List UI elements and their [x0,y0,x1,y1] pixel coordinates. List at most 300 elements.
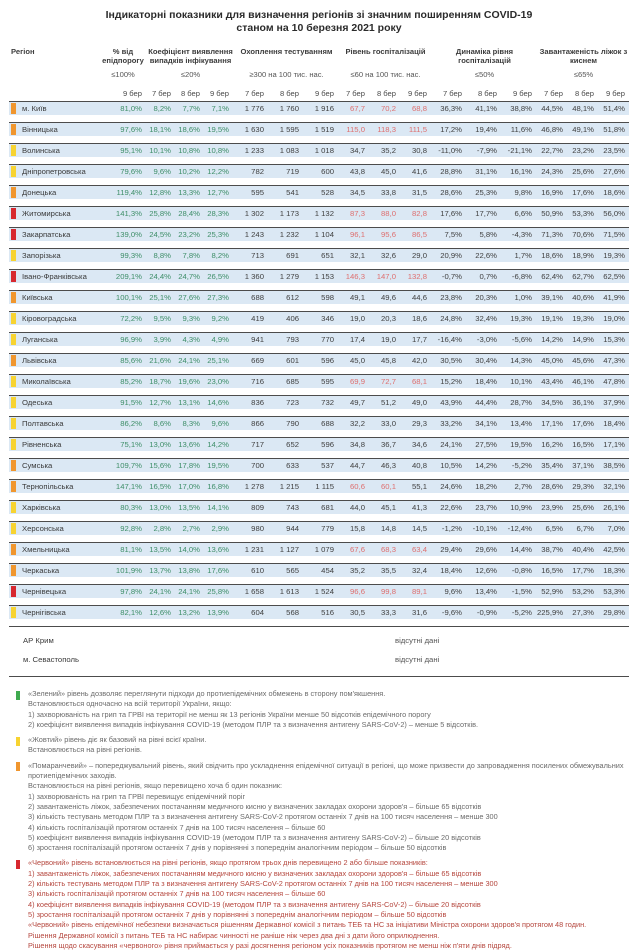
table-row [9,437,629,451]
epid-percent-value: 97,8% [120,587,142,596]
oxygen-bed-occupancy-value: 50,9% [541,209,563,218]
red-level-marker-icon [16,860,20,869]
detection-rate-value: 8,2% [211,251,229,260]
orange-level-marker-icon [16,762,20,771]
hospitalization-dynamics-value: 29,4% [440,545,462,554]
legend-line: «Червоний» рівень епідемічної небезпеки визначається рішенням Державної комісії з питань ТЕБ та НС за ініціативи Міністра охорони здоров'я протягом 48 годин. [28,920,587,930]
page-title [9,0,629,35]
hospitalization-dynamics-value: -1,5% [511,587,532,596]
epid-percent-value: 81,0% [120,104,142,113]
level-marker-cell [9,144,21,157]
table-body [9,101,629,619]
red-level-marker-icon [11,586,16,597]
detection-rate-value: 13,8% [178,566,200,575]
hospitalization-dynamics-value: 13,4% [510,419,532,428]
testing-coverage-value: 598 [321,293,334,302]
testing-coverage-value: 700 [251,461,264,470]
region-name: Івано-Франківська [22,272,87,281]
testing-coverage-value: 809 [251,503,264,512]
oxygen-bed-occupancy-value: 38,5% [603,461,625,470]
detection-rate-value: 8,6% [153,419,171,428]
hospitalization-level-value: 45,0 [381,167,396,176]
hospitalization-dynamics-value: 14,3% [510,356,532,365]
epid-percent-value: 209,1% [115,272,142,281]
hospitalization-dynamics-value: 28,6% [440,188,462,197]
legend-line: «Жовтий» рівень діє як базовий на рівні всієї країни. [28,735,207,745]
hospitalization-level-value: 32,6 [381,251,396,260]
hospitalization-dynamics-value: 28,8% [440,167,462,176]
testing-coverage-value: 537 [321,461,334,470]
hospitalization-level-value: 35,2 [350,566,365,575]
region-name: Закарпатська [22,230,71,239]
oxygen-bed-occupancy-value: 23,2% [572,146,594,155]
orange-level-marker-icon [11,544,16,555]
hospitalization-dynamics-value: 20,3% [475,293,497,302]
hospitalization-level-value: 15,8 [350,524,365,533]
testing-coverage-value: 1 613 [279,587,299,596]
hospitalization-level-value: 43,8 [350,167,365,176]
detection-rate-value: 13,5% [149,545,171,554]
hospitalization-dynamics-value: 22,6% [475,251,497,260]
region-name: Запорізька [22,251,61,260]
oxygen-bed-occupancy-value: 40,6% [572,293,594,302]
yellow-level-marker-icon [11,313,16,324]
testing-coverage-value: 1 153 [314,272,334,281]
hospitalization-dynamics-value: -5,2% [511,608,532,617]
testing-coverage-value: 1 132 [314,209,334,218]
epid-percent-value: 96,9% [120,335,142,344]
legend-line: 1) захворюваність на грип та ГРВІ перевищує епідемічний поріг [28,791,246,801]
hospitalization-dynamics-value: 27,5% [475,440,497,449]
region-name: АР Крим [23,636,54,645]
hospitalization-level-value: 45,8 [381,356,396,365]
level-marker-cell [9,585,21,598]
testing-coverage-value: 1 630 [244,125,264,134]
oxygen-bed-occupancy-value: 42,5% [603,545,625,554]
table-row [9,290,629,304]
testing-coverage-value: 1 215 [279,482,299,491]
testing-coverage-value: 1 127 [279,545,299,554]
region-name: Сумська [22,461,53,470]
hospitalization-level-value: 19,0 [381,335,396,344]
testing-coverage-value: 1 018 [314,146,334,155]
yellow-level-marker-icon [11,334,16,345]
level-marker-cell [9,501,21,514]
detection-rate-value: 10,2% [178,167,200,176]
oxygen-bed-occupancy-value: 36,1% [572,398,594,407]
hospitalization-level-value: 55,1 [412,482,427,491]
oxygen-bed-occupancy-value: 16,5% [572,440,594,449]
detection-rate-value: 7,7% [182,104,200,113]
hospitalization-level-value: 99,8 [381,587,396,596]
epid-percent-value: 75,1% [120,440,142,449]
region-name: м. Севастополь [23,655,79,664]
date-label: 7 бер [244,89,264,98]
hospitalization-level-value: 34,6 [412,440,427,449]
testing-coverage-value: 601 [286,356,299,365]
oxygen-bed-occupancy-value: 62,5% [603,272,625,281]
oxygen-bed-occupancy-value: 71,5% [603,230,625,239]
hospitalization-level-value: 68,8 [412,104,427,113]
column-header-threshold: ≤65% [573,70,594,79]
legend-line: 5) коефіцієнт виявлення випадків інфікування COVID-19 (методом ПЛР та з визначення антигену SARS-CoV-2) – більше 20 відсотків [28,832,481,842]
detection-rate-value: 25,3% [207,230,229,239]
oxygen-bed-occupancy-value: 53,3% [572,209,594,218]
epid-percent-value: 99,3% [120,251,142,260]
red-level-marker-icon [11,271,16,282]
column-header-threshold: ≤50% [474,70,495,79]
hospitalization-level-value: 82,8 [412,209,427,218]
hospitalization-level-value: 32,2 [350,419,365,428]
level-marker-cell [9,564,21,577]
epid-percent-value: 100,1% [115,293,142,302]
hospitalization-dynamics-value: -6,8% [511,272,532,281]
date-label: 9 бер [512,89,532,98]
oxygen-bed-occupancy-value: 22,7% [541,146,563,155]
oxygen-bed-occupancy-value: 71,3% [541,230,563,239]
region-name: Житомирська [22,209,71,218]
testing-coverage-value: 743 [286,503,299,512]
oxygen-bed-occupancy-value: 225,9% [537,608,564,617]
yellow-level-marker-icon [11,166,16,177]
hospitalization-level-value: 42,0 [412,356,427,365]
testing-coverage-value: 528 [321,188,334,197]
orange-level-marker-icon [11,187,16,198]
testing-coverage-value: 1 916 [314,104,334,113]
hospitalization-level-value: 36,7 [381,440,396,449]
detection-rate-value: 24,5% [149,230,171,239]
no-data-note: відсутні дані [395,655,440,664]
hospitalization-level-value: 111,5 [408,125,427,134]
hospitalization-dynamics-value: 17,7% [475,209,497,218]
detection-rate-value: 12,8% [149,188,171,197]
hospitalization-dynamics-value: -9,6% [441,608,462,617]
hospitalization-level-value: 88,0 [381,209,396,218]
yellow-level-marker-icon [11,250,16,261]
detection-rate-value: 17,6% [207,566,229,575]
detection-rate-value: 17,0% [178,482,200,491]
oxygen-bed-occupancy-value: 18,6% [541,251,563,260]
hospitalization-level-value: 40,8 [412,461,427,470]
hospitalization-dynamics-value: 30,4% [475,356,497,365]
region-name: Дніпропетровська [22,167,86,176]
region-name: Чернівецька [22,587,67,596]
hospitalization-dynamics-value: -3,0% [476,335,497,344]
detection-rate-value: 13,1% [178,398,200,407]
detection-rate-value: 28,4% [178,209,200,218]
testing-coverage-value: 1 115 [315,482,334,491]
oxygen-bed-occupancy-value: 27,6% [603,167,625,176]
hospitalization-level-value: 49,7 [350,398,365,407]
table-row [9,101,629,115]
detection-rate-value: 14,1% [207,503,229,512]
oxygen-bed-occupancy-value: 23,9% [541,503,563,512]
hospitalization-level-value: 86,5 [412,230,427,239]
epid-percent-value: 86,2% [120,419,142,428]
detection-rate-value: 25,1% [149,293,171,302]
hospitalization-dynamics-value: 10,9% [510,503,532,512]
oxygen-bed-occupancy-value: 53,3% [603,587,625,596]
oxygen-bed-occupancy-value: 47,3% [603,356,625,365]
detection-rate-value: 10,8% [207,146,229,155]
no-data-row [9,632,629,651]
oxygen-bed-occupancy-value: 29,3% [572,482,594,491]
hospitalization-dynamics-value: -1,2% [441,524,462,533]
oxygen-bed-occupancy-value: 47,8% [603,377,625,386]
oxygen-bed-occupancy-value: 51,4% [603,104,625,113]
hospitalization-dynamics-value: 29,6% [475,545,497,554]
table-row [9,269,629,283]
oxygen-bed-occupancy-value: 40,4% [572,545,594,554]
hospitalization-level-value: 34,8 [350,440,365,449]
detection-rate-value: 9,5% [153,314,171,323]
hospitalization-level-value: 30,5 [350,608,365,617]
testing-coverage-value: 596 [321,356,334,365]
testing-coverage-value: 944 [286,524,299,533]
oxygen-bed-occupancy-value: 49,1% [572,125,594,134]
date-label: 9 бер [605,89,625,98]
testing-coverage-value: 1 524 [314,587,334,596]
level-marker-cell [9,165,21,178]
hospitalization-dynamics-value: 11,6% [510,125,532,134]
testing-coverage-value: 1 658 [244,587,264,596]
oxygen-bed-occupancy-value: 53,2% [572,587,594,596]
hospitalization-level-value: 46,3 [381,461,396,470]
table-row [9,563,629,577]
hospitalization-level-value: 32,4 [412,566,427,575]
column-header-threshold: ≤20% [180,70,201,79]
hospitalization-level-value: 35,5 [381,566,396,575]
date-label: 8 бер [180,89,200,98]
oxygen-bed-occupancy-value: 18,3% [603,566,625,575]
detection-rate-value: 27,6% [178,293,200,302]
date-label: 7 бер [151,89,171,98]
hospitalization-dynamics-value: 6,6% [514,209,532,218]
hospitalization-level-value: 14,8 [381,524,396,533]
testing-coverage-value: 419 [251,314,264,323]
oxygen-bed-occupancy-value: 32,1% [603,482,625,491]
oxygen-bed-occupancy-value: 17,1% [541,419,563,428]
testing-coverage-value: 565 [286,566,299,575]
hospitalization-dynamics-value: 31,1% [475,167,497,176]
testing-coverage-value: 716 [251,377,264,386]
testing-coverage-value: 633 [286,461,299,470]
detection-rate-value: 24,1% [178,587,200,596]
detection-rate-value: 24,1% [149,587,171,596]
hospitalization-dynamics-value: -10,1% [472,524,497,533]
level-marker-cell [9,291,21,304]
table-row [9,311,629,325]
hospitalization-dynamics-value: 14,2% [475,461,497,470]
column-header-label: Динаміка рівня госпіталізацій [455,47,514,65]
detection-rate-value: 13,0% [149,503,171,512]
epid-percent-value: 79,6% [120,167,142,176]
testing-coverage-value: 652 [286,440,299,449]
hospitalization-dynamics-value: 22,6% [440,503,462,512]
region-name: Кіровоградська [22,314,77,323]
level-marker-cell [9,207,21,220]
table-row [9,416,629,430]
oxygen-bed-occupancy-value: 62,4% [541,272,563,281]
date-label: 7 бер [543,89,563,98]
column-header-label: Завантаженість ліжок з киснем [539,47,628,65]
hospitalization-dynamics-value: -0,7% [441,272,462,281]
hospitalization-dynamics-value: 7,5% [444,230,462,239]
yellow-level-marker-icon [11,607,16,618]
epid-percent-value: 82,1% [120,608,142,617]
testing-coverage-value: 717 [251,440,264,449]
oxygen-bed-occupancy-value: 51,8% [603,125,625,134]
legend-line: «Зелений» рівень дозволяє переглянути підходи до протиепідемічних обмежень в сторону пом'якшення. [28,689,386,698]
legend-line: 2) коефіцієнт виявлення випадків інфікування COVID-19 (методом ПЛР та з визначення антигену SARS-CoV-2) – менше 5 відсотків. [28,719,479,729]
oxygen-bed-occupancy-value: 37,9% [603,398,625,407]
hospitalization-level-value: 31,5 [412,188,427,197]
hospitalization-level-value: 132,8 [407,272,427,281]
yellow-level-marker-icon [11,418,16,429]
yellow-level-marker-icon [11,439,16,450]
column-header-label: Охоплення тестуванням [240,47,333,56]
no-data-section [9,626,629,677]
oxygen-bed-occupancy-value: 24,3% [541,167,563,176]
region-name: Тернопільська [22,482,74,491]
yellow-level-marker-icon [11,376,16,387]
hospitalization-level-value: 69,9 [350,377,365,386]
hospitalization-level-value: 34,7 [350,146,365,155]
testing-coverage-value: 612 [286,293,299,302]
detection-rate-value: 25,1% [207,356,229,365]
level-marker-cell [9,270,21,283]
detection-rate-value: 21,6% [149,356,171,365]
detection-rate-value: 24,1% [178,356,200,365]
hospitalization-dynamics-value: -12,4% [507,524,532,533]
detection-rate-value: 10,1% [149,146,171,155]
oxygen-bed-occupancy-value: 18,4% [603,419,625,428]
legend-line: Встановлюється на рівні регіонів, якщо перевищено хоча б один показник: [28,781,283,791]
hospitalization-dynamics-value: 17,2% [440,125,462,134]
detection-rate-value: 13,6% [207,545,229,554]
oxygen-bed-occupancy-value: 15,3% [603,335,625,344]
column-header-region: Регіон [11,47,35,56]
hospitalization-dynamics-value: -5,2% [511,461,532,470]
region-name: м. Київ [22,104,47,113]
oxygen-bed-occupancy-value: 38,7% [541,545,563,554]
hospitalization-dynamics-value: 18,4% [475,377,497,386]
region-name: Київська [22,293,53,302]
orange-level-marker-icon [11,460,16,471]
level-marker-cell [9,312,21,325]
detection-rate-value: 26,5% [207,272,229,281]
oxygen-bed-occupancy-value: 18,6% [603,188,625,197]
testing-coverage-value: 600 [321,167,334,176]
column-header-hosp-dynamics [432,47,537,79]
column-header-epid-threshold [99,47,147,79]
oxygen-bed-occupancy-value: 7,0% [607,524,625,533]
detection-rate-value: 19,5% [207,125,229,134]
oxygen-bed-occupancy-value: 16,2% [541,440,563,449]
testing-coverage-value: 1 302 [244,209,264,218]
table-row [9,185,629,199]
oxygen-bed-occupancy-value: 29,8% [603,608,625,617]
hospitalization-level-value: 33,0 [381,419,396,428]
detection-rate-value: 19,6% [178,377,200,386]
yellow-level-marker-icon [11,502,16,513]
testing-coverage-value: 1 232 [279,230,299,239]
detection-rate-value: 17,8% [178,461,200,470]
level-marker-cell [9,606,21,619]
testing-coverage-value: 568 [286,608,299,617]
column-header-threshold: ≤100% [111,70,135,79]
testing-coverage-value: 1 083 [279,146,299,155]
hospitalization-level-value: 17,7 [412,335,427,344]
table-row [9,395,629,409]
testing-coverage-value: 866 [251,419,264,428]
detection-rate-value: 4,9% [211,335,229,344]
testing-coverage-value: 516 [321,608,334,617]
orange-level-marker-icon [11,481,16,492]
legend-block-orange [9,761,629,854]
oxygen-bed-occupancy-value: 6,5% [545,524,563,533]
hospitalization-level-value: 29,0 [412,251,427,260]
hospitalization-dynamics-value: -16,4% [437,335,462,344]
epid-percent-value: 80,3% [120,503,142,512]
hospitalization-level-value: 67,7 [350,104,365,113]
orange-level-marker-icon [11,124,16,135]
hospitalization-level-value: 63,4 [412,545,427,554]
oxygen-bed-occupancy-value: 19,0% [603,314,625,323]
oxygen-bed-occupancy-value: 34,5% [541,398,563,407]
hospitalization-dynamics-value: 24,8% [440,314,462,323]
hospitalization-level-value: 60,1 [381,482,396,491]
oxygen-bed-occupancy-value: 56,0% [603,209,625,218]
hospitalization-dynamics-value: 41,1% [475,104,497,113]
oxygen-bed-occupancy-value: 17,6% [572,419,594,428]
testing-coverage-value: 1 519 [314,125,334,134]
region-name: Миколаївська [22,377,71,386]
hospitalization-dynamics-value: -7,9% [476,146,497,155]
epid-percent-value: 91,5% [120,398,142,407]
legend-line: 4) коефіцієнт виявлення випадків інфікування COVID-19 (методом ПЛР та з визначення антигену SARS-CoV-2) – більше 20 відсотків [28,899,481,909]
orange-level-marker-icon [11,355,16,366]
hospitalization-level-value: 67,6 [350,545,365,554]
testing-coverage-value: 1 760 [279,104,299,113]
hospitalization-dynamics-value: -21,1% [507,146,532,155]
detection-rate-value: 9,3% [182,314,200,323]
epid-percent-value: 85,6% [120,356,142,365]
detection-rate-value: 14,2% [207,440,229,449]
testing-coverage-value: 604 [251,608,264,617]
hospitalization-level-value: 14,5 [412,524,427,533]
legend-block-red [9,858,629,951]
detection-rate-value: 2,9% [211,524,229,533]
hospitalization-level-value: 20,3 [381,314,396,323]
region-name: Волинська [22,146,60,155]
table-row [9,584,629,598]
oxygen-bed-occupancy-value: 70,6% [572,230,594,239]
hospitalization-dynamics-value: 5,8% [479,230,497,239]
table-row [9,332,629,346]
legend [9,689,629,951]
detection-rate-value: 25,8% [207,587,229,596]
legend-block-yellow [9,735,629,756]
hospitalization-dynamics-value: 43,9% [440,398,462,407]
detection-rate-value: 14,6% [207,398,229,407]
testing-coverage-value: 691 [286,251,299,260]
testing-coverage-value: 719 [286,167,299,176]
oxygen-bed-occupancy-value: 46,8% [541,125,563,134]
detection-rate-value: 13,2% [178,608,200,617]
hospitalization-dynamics-value: -0,9% [476,608,497,617]
testing-coverage-value: 454 [321,566,334,575]
